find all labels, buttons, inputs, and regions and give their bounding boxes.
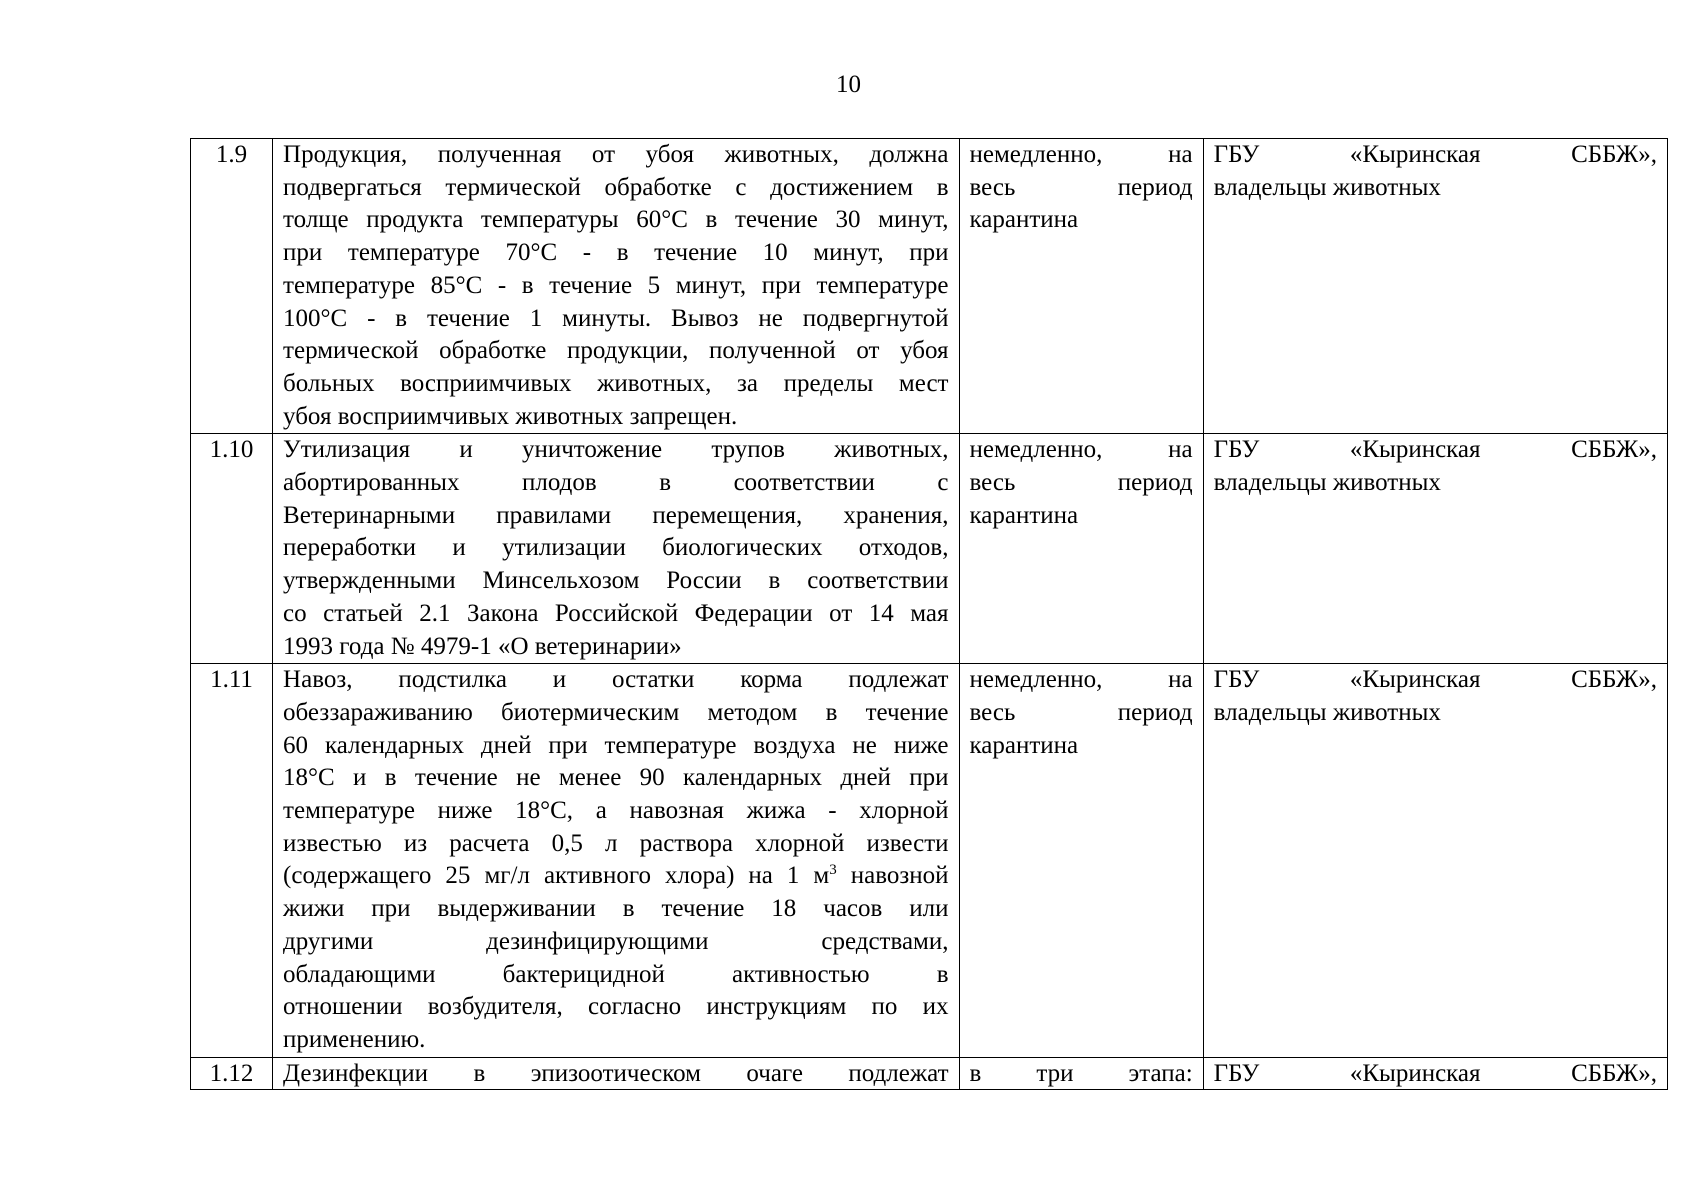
measure-line: Продукция, полученная от убоя животных, должна: [283, 141, 949, 168]
measure-line: со статьей 2.1 Закона Российской Федерации от 14 мая: [283, 599, 949, 627]
measure-line: толще продукта температуры 60°C в течение 30 минут,: [283, 206, 949, 234]
term-line: немедленно, на: [969, 436, 1193, 464]
measure-line: 60 календарных дней при температуре воздуха не ниже: [283, 731, 949, 759]
measure-line: термической обработке продукции, полученной от убоя: [283, 337, 949, 365]
term-line: немедленно, на: [969, 141, 1193, 168]
measure-line: другими дезинфицирующими средствами,: [283, 927, 949, 955]
measure-text: [273, 664, 959, 1057]
measure-line: (содержащего 25 мг/л активного хлора) на 1 м: [283, 862, 830, 890]
responsible-text: [1203, 664, 1667, 1057]
term-line: весь период: [969, 698, 1193, 726]
measure-line: больных восприимчивых животных, за пределы мест: [283, 369, 949, 397]
term-text: [959, 1057, 1203, 1089]
measure-line: температуре 85°C - в течение 5 минут, при температуре: [283, 271, 949, 299]
measure-line: температуре ниже 18°C, а навозная жижа - хлорной: [283, 797, 949, 825]
measure-line: Навоз, подстилка и остатки корма подлежат: [283, 666, 949, 694]
measure-line: отношении возбудителя, согласно инструкциям по их: [283, 993, 949, 1021]
responsible-line: ГБУ «Кыринская СББЖ»,: [1213, 141, 1657, 168]
row-number: 1.11: [191, 664, 273, 1057]
measure-line: 18°C и в течение не менее 90 календарных дней при: [283, 764, 949, 792]
measure-line: жижи при выдерживании в течение 18 часов или: [283, 895, 949, 923]
table-row: [191, 139, 1668, 434]
measure-line-tail: навозной: [836, 862, 949, 890]
row-number: [191, 1057, 273, 1089]
term-line: в три этапа:: [969, 1059, 1193, 1087]
term-line: весь период: [969, 469, 1193, 497]
responsible-text: [1203, 1057, 1667, 1089]
measure-line: убоя восприимчивых животных запрещен.: [283, 402, 738, 430]
measure-line: Ветеринарными правилами перемещения, хранения,: [283, 501, 949, 529]
table-row: [191, 664, 1668, 1057]
page-number: 10: [836, 71, 861, 98]
term-line: немедленно, на: [969, 666, 1193, 694]
table-row: [191, 1057, 1668, 1089]
measure-line: обладающими бактерицидной активностью в: [283, 960, 949, 988]
responsible-text: [1203, 139, 1667, 434]
measure-line: Утилизация и уничтожение трупов животных,: [283, 436, 949, 464]
term-text: [959, 139, 1203, 434]
measure-line: абортированных плодов в соответствии с: [283, 469, 949, 497]
responsible-line: владельцы животных: [1213, 469, 1441, 497]
superscript-cubic: 3: [829, 862, 837, 879]
measure-line: подвергаться термической обработке с достижением в: [283, 173, 949, 201]
measure-line: переработки и утилизации биологических отходов,: [283, 534, 949, 562]
measure-line-with-superscript: [283, 860, 948, 893]
measure-text: [273, 434, 959, 664]
term-text: [959, 434, 1203, 664]
row-number: 1.9: [191, 139, 273, 434]
row-number: 1.10: [191, 434, 273, 664]
measure-line: известью из расчета 0,5 л раствора хлорной извести: [283, 829, 949, 857]
measure-line: обеззараживанию биотермическим методом в течение: [283, 698, 949, 726]
measure-line: утвержденными Минсельхозом России в соответствии: [283, 567, 949, 595]
term-line: весь период: [969, 173, 1193, 201]
table-row: [191, 434, 1668, 664]
term-line: карантина: [969, 206, 1079, 234]
measure-text: [273, 139, 959, 434]
measures-table: [190, 138, 1668, 1090]
measure-text: [273, 1057, 959, 1089]
term-line: карантина: [969, 731, 1079, 759]
responsible-line: ГБУ «Кыринская СББЖ»,: [1213, 1059, 1657, 1087]
measure-line: применению.: [283, 1025, 426, 1053]
measure-line: Дезинфекции в эпизоотическом очаге подлежат: [283, 1059, 949, 1087]
responsible-line: ГБУ «Кыринская СББЖ»,: [1213, 666, 1657, 694]
measure-line: 1993 года № 4979-1 «О ветеринарии»: [283, 632, 682, 660]
measure-line: 100°C - в течение 1 минуты. Вывоз не подвергнутой: [283, 304, 949, 332]
term-line: карантина: [969, 501, 1079, 529]
measure-line: при температуре 70°C - в течение 10 минут, при: [283, 239, 949, 267]
term-text: [959, 664, 1203, 1057]
responsible-line: владельцы животных: [1213, 698, 1441, 726]
responsible-text: [1203, 434, 1667, 664]
responsible-line: ГБУ «Кыринская СББЖ»,: [1213, 436, 1657, 464]
responsible-line: владельцы животных: [1213, 173, 1441, 201]
row-number-text: 1.12: [209, 1059, 254, 1087]
